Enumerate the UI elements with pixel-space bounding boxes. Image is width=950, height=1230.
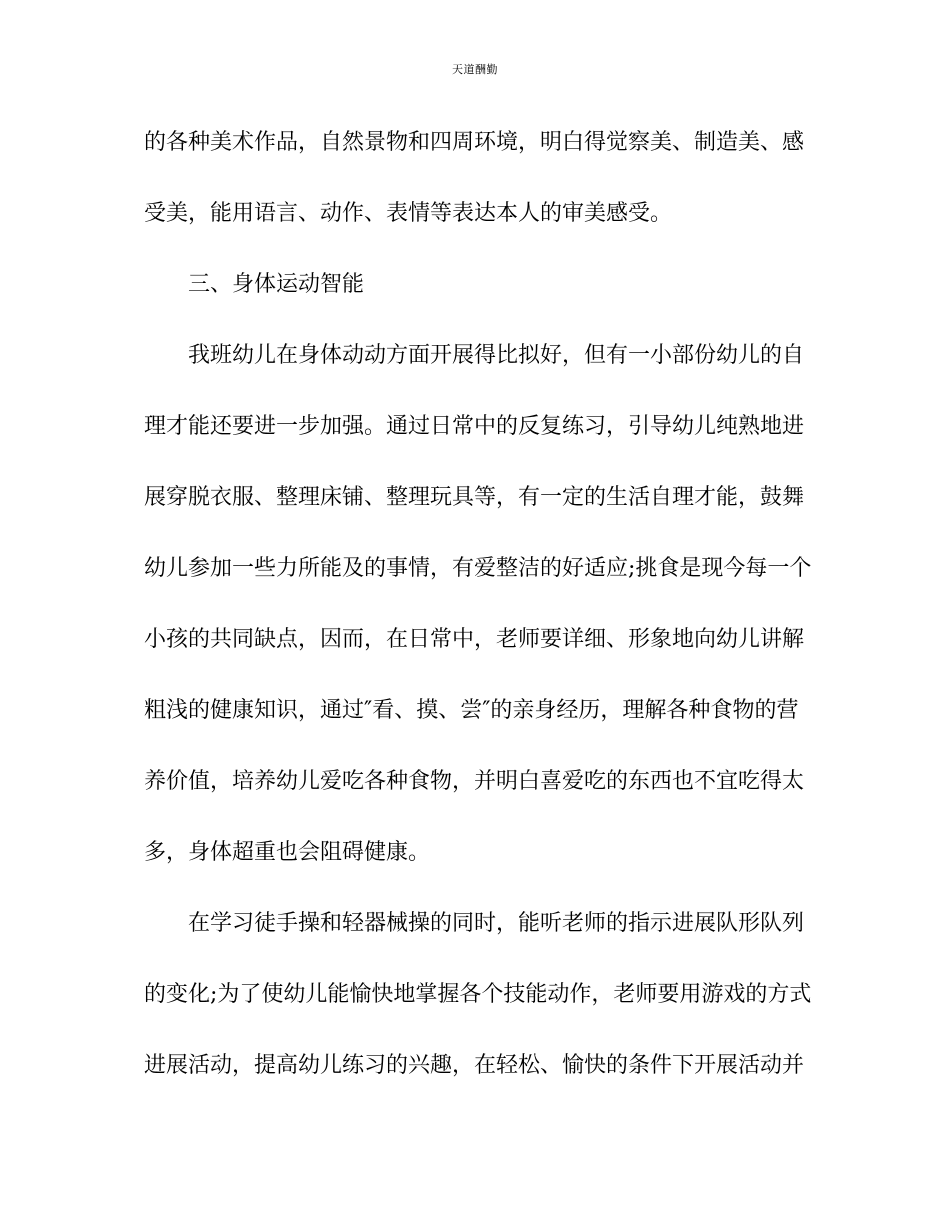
document-body — [144, 121, 812, 1115]
section-heading: 三、身体运动智能 — [188, 272, 365, 297]
text-line: 多，身体超重也会阻碍健康。 — [144, 840, 431, 865]
text-line: 粗浅的健康知识，通过″看、摸、尝″的亲身经历，理解各种食物的营 — [144, 698, 799, 723]
text-line: 幼儿参加一些力所能及的事情，有爱整洁的好适应;挑食是现今每一个 — [144, 556, 812, 581]
text-line: 进展活动，提高幼儿练习的兴趣，在轻松、愉快的条件下开展活动并 — [144, 1053, 805, 1078]
text-line: 小孩的共同缺点，因而，在日常中，老师要详细、形象地向幼儿讲解 — [144, 627, 805, 652]
text-line: 我班幼儿在身体动动方面开展得比拟好，但有一小部份幼儿的自 — [188, 343, 805, 368]
text-line: 理才能还要进一步加强。通过日常中的反复练习，引导幼儿纯熟地进 — [144, 414, 805, 439]
text-line: 展穿脱衣服、整理床铺、整理玩具等，有一定的生活自理才能，鼓舞 — [144, 485, 805, 510]
page-header: 天道酬勤 — [452, 63, 498, 76]
text-line: 的各种美术作品，自然景物和四周环境，明白得觉察美、制造美、感 — [144, 130, 805, 155]
text-line: 在学习徒手操和轻器械操的同时，能听老师的指示进展队形队列 — [188, 911, 805, 936]
text-line: 养价值，培养幼儿爱吃各种食物，并明白喜爱吃的东西也不宜吃得太 — [144, 769, 805, 794]
text-line: 的变化;为了使幼儿能愉快地掌握各个技能动作，老师要用游戏的方式 — [144, 982, 812, 1007]
text-line: 受美，能用语言、动作、表情等表达本人的审美感受。 — [144, 201, 673, 226]
